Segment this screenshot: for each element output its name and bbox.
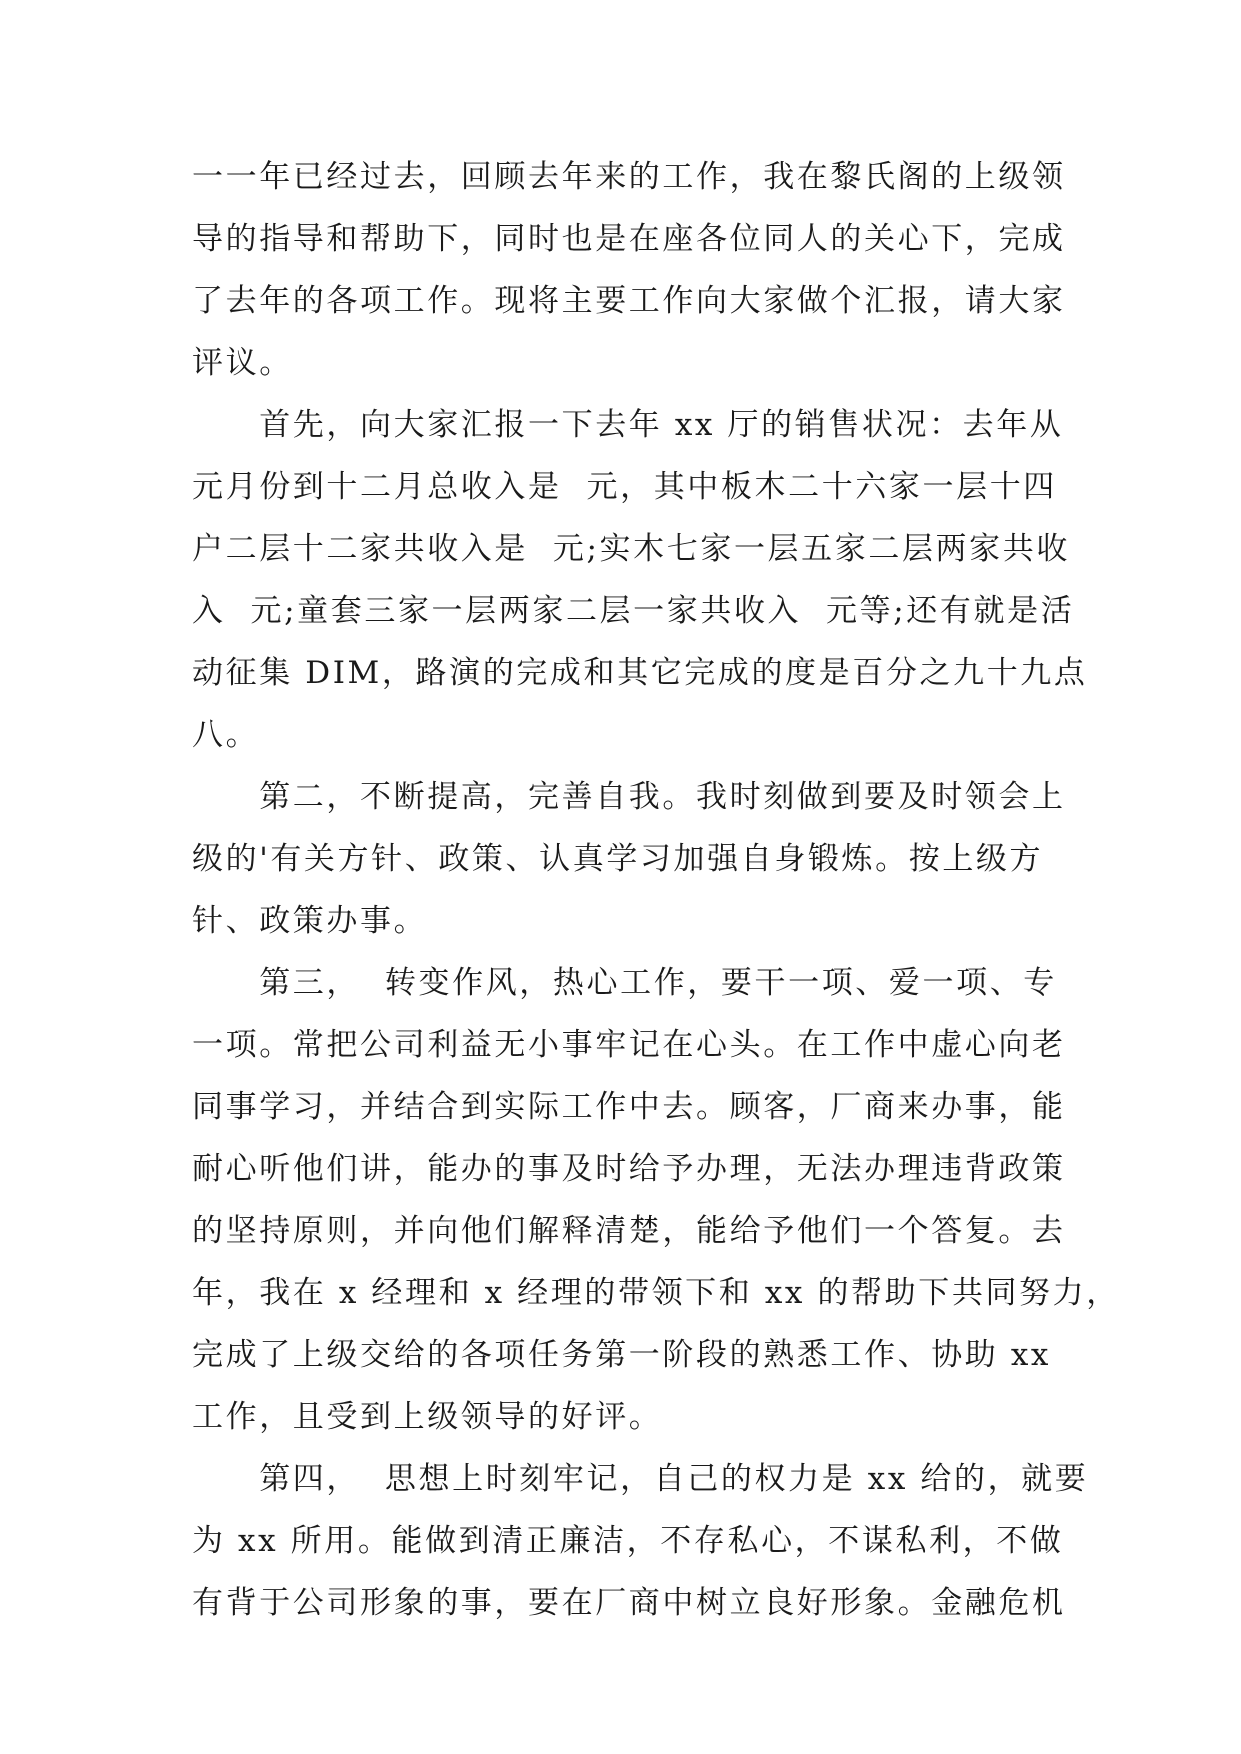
text-line: 完成了上级交给的各项任务第一阶段的熟悉工作、协助 xx — [192, 1337, 1052, 1373]
text-line: 首先，向大家汇报一下去年 xx 厅的销售状况：去年从 — [192, 407, 1064, 443]
text-line: 一一年已经过去，回顾去年来的工作，我在黎氏阁的上级领 — [192, 159, 1066, 195]
text-line: 第二，不断提高，完善自我。我时刻做到要及时领会上 — [192, 779, 1066, 815]
text-line: 了去年的各项工作。现将主要工作向大家做个汇报，请大家 — [192, 283, 1066, 319]
text-line: 户二层十二家共收入是 元;实木七家一层五家二层两家共收 — [192, 531, 1070, 567]
text-line: 入 元;童套三家一层两家二层一家共收入 元等;还有就是活 — [192, 593, 1075, 629]
text-line: 导的指导和帮助下，同时也是在座各位同人的关心下，完成 — [192, 221, 1066, 257]
text-line: 动征集 DIM，路演的完成和其它完成的度是百分之九十九点 — [192, 655, 1088, 691]
document-body — [192, 146, 1120, 1634]
text-line: 为 xx 所用。能做到清正廉洁，不存私心，不谋私利，不做 — [192, 1523, 1064, 1559]
text-line: 级的'有关方针、政策、认真学习加强自身锻炼。按上级方 — [192, 841, 1044, 877]
text-line: 元月份到十二月总收入是 元，其中板木二十六家一层十四 — [192, 469, 1057, 505]
text-line: 同事学习，并结合到实际工作中去。顾客，厂商来办事，能 — [192, 1089, 1066, 1125]
text-line: 有背于公司形象的事，要在厂商中树立良好形象。金融危机 — [192, 1585, 1066, 1621]
text-line: 第三， 转变作风，热心工作，要干一项、爱一项、专 — [192, 965, 1057, 1001]
text-line: 针、政策办事。 — [192, 903, 428, 939]
text-line: 工作，且受到上级领导的好评。 — [192, 1399, 663, 1435]
text-line: 一项。常把公司利益无小事牢记在心头。在工作中虚心向老 — [192, 1027, 1066, 1063]
text-line: 第四， 思想上时刻牢记，自己的权力是 xx 给的，就要 — [192, 1461, 1089, 1497]
text-line: 年，我在 x 经理和 x 经理的带领下和 xx 的帮助下共同努力， — [192, 1275, 1120, 1311]
text-line: 评议。 — [192, 345, 293, 381]
text-line: 耐心听他们讲，能办的事及时给予办理，无法办理违背政策 — [192, 1151, 1066, 1187]
text-line: 八。 — [192, 717, 260, 753]
text-line: 的坚持原则，并向他们解释清楚，能给予他们一个答复。去 — [192, 1213, 1066, 1249]
